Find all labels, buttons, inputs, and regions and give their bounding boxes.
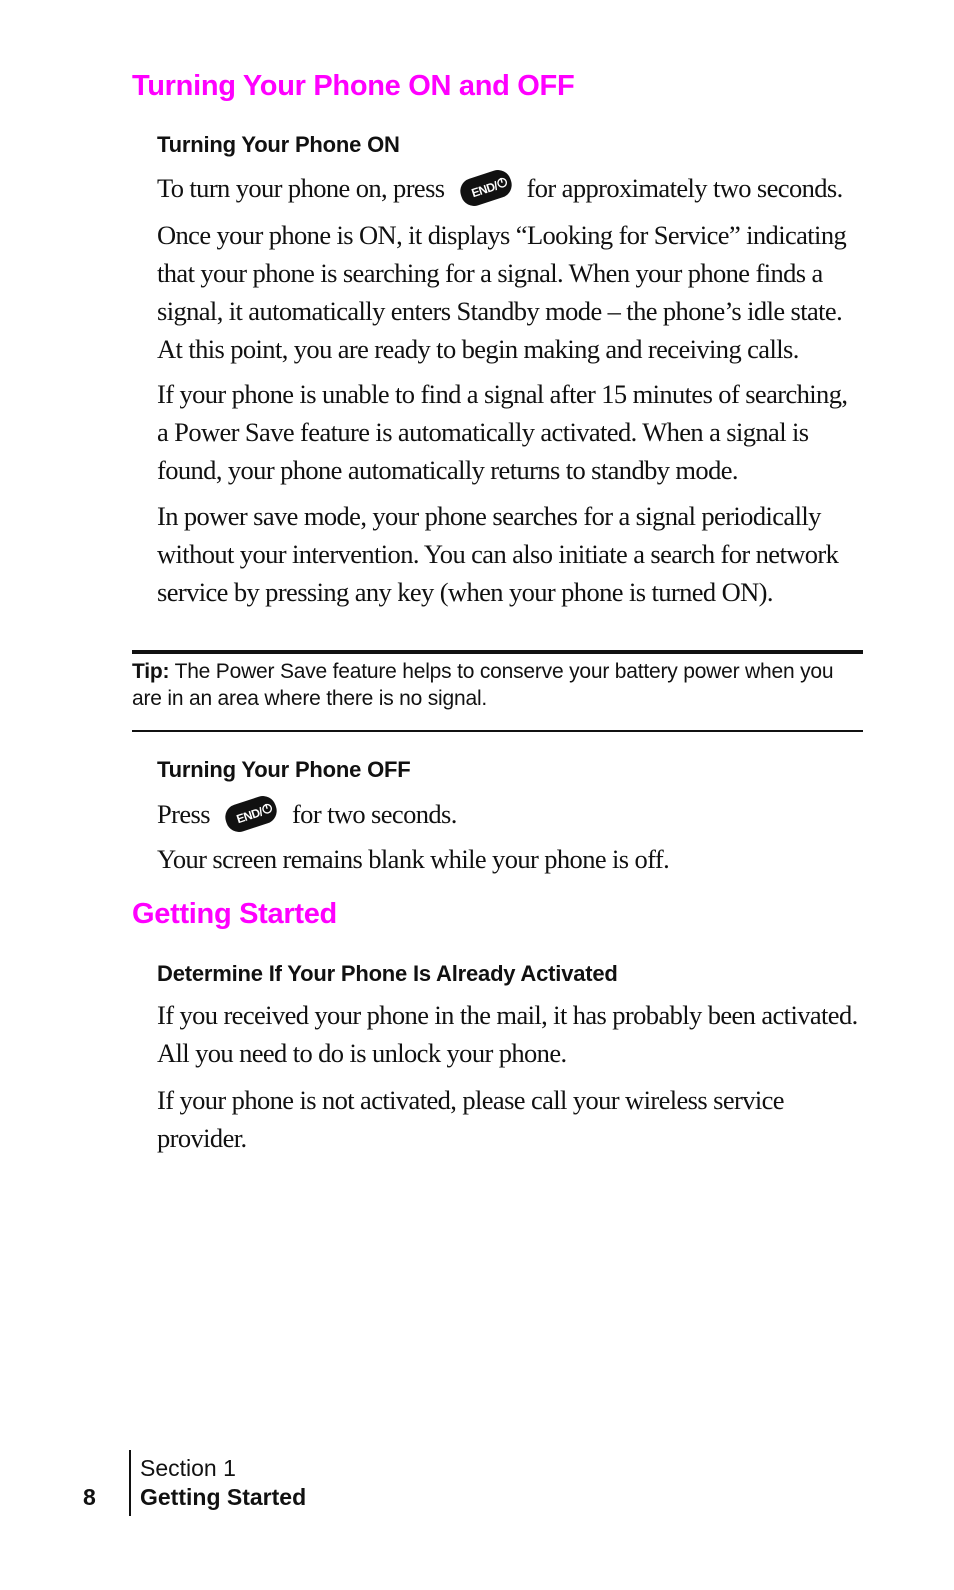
heading-turning-off: Turning Your Phone OFF bbox=[157, 757, 411, 782]
svg-text:END/: END/ bbox=[234, 804, 265, 827]
end-power-key-icon bbox=[222, 794, 280, 834]
tip-bottom-rule bbox=[132, 730, 863, 732]
paragraph-unable-to-find-signal: If your phone is unable to find a signal after 15 minutes of searching, a Power Save feature is automatically activated. When a signal is found, your phone automatically returns to standby mode. bbox=[157, 379, 848, 485]
tip-top-rule bbox=[132, 650, 863, 654]
end-power-key-icon bbox=[457, 168, 515, 208]
press-off-before: Press bbox=[157, 799, 210, 829]
footer-divider bbox=[129, 1450, 131, 1516]
tip-text: The Power Save feature helps to conserve your battery power when you are in an area where there is no signal. bbox=[132, 660, 834, 710]
paragraph-not-activated: If your phone is not activated, please call your wireless service provider. bbox=[157, 1085, 784, 1153]
tip-box bbox=[132, 658, 863, 712]
press-off-after: for two seconds. bbox=[291, 799, 457, 829]
page-number: 8 bbox=[83, 1484, 96, 1510]
paragraph-received-in-mail: If you received your phone in the mail, it has probably been activated. All you need to do is unlock your phone. bbox=[157, 1000, 858, 1068]
section-title-on-off: Turning Your Phone ON and OFF bbox=[132, 70, 575, 102]
heading-already-activated: Determine If Your Phone Is Already Activated bbox=[157, 961, 618, 986]
tip-label: Tip: bbox=[132, 660, 170, 683]
footer-section-title: Getting Started bbox=[140, 1484, 307, 1510]
paragraph-looking-for-service: Once your phone is ON, it displays “Looking for Service” indicating that your phone is searching for a signal. When your phone finds a signal, it automatically enters Standby mode – the phone’s idle state. At this point, you are ready to begin making and receiving calls. bbox=[157, 220, 847, 364]
press-off-line bbox=[157, 794, 863, 834]
press-on-before: To turn your phone on, press bbox=[157, 173, 445, 203]
footer-section-label: Section 1 bbox=[140, 1455, 236, 1481]
section-title-getting-started: Getting Started bbox=[132, 898, 337, 930]
press-on-after: for approximately two seconds. bbox=[526, 173, 843, 203]
svg-text:END/: END/ bbox=[469, 178, 499, 201]
paragraph-power-save-mode: In power save mode, your phone searches for a signal periodically without your intervention. You can also initiate a search for network service by pressing any key (when your phone is turned ON). bbox=[157, 501, 839, 607]
press-on-line bbox=[157, 168, 863, 208]
heading-turning-on: Turning Your Phone ON bbox=[157, 132, 400, 157]
paragraph-screen-blank: Your screen remains blank while your phone is off. bbox=[157, 844, 670, 874]
